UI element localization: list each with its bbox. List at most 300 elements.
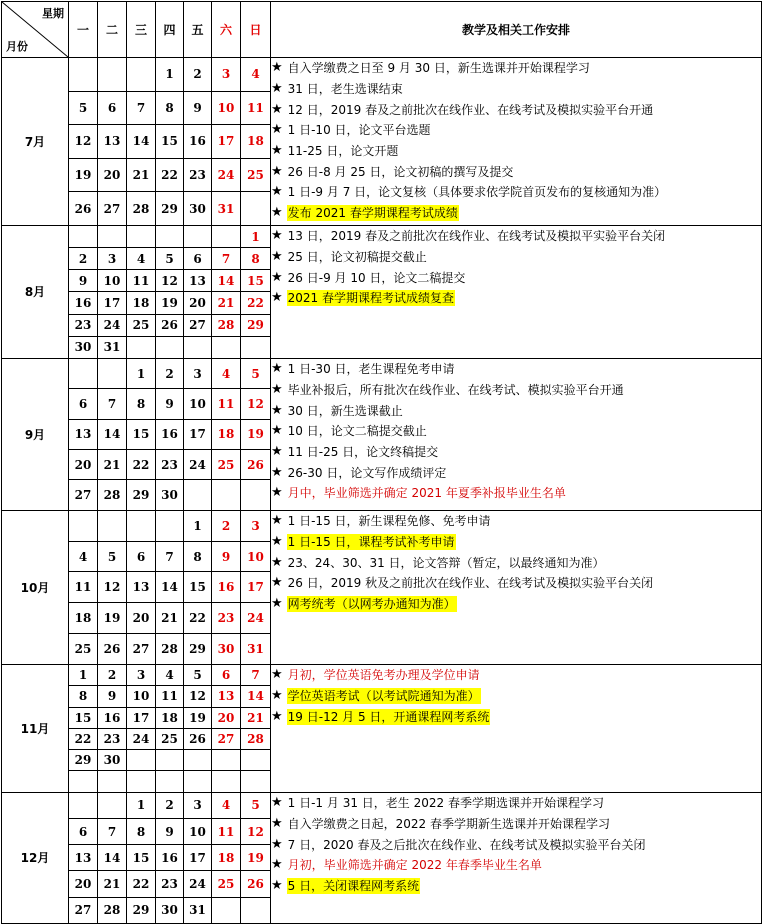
note-item — [271, 442, 761, 463]
day-cell — [212, 771, 241, 792]
day-cell — [184, 750, 212, 771]
day-cell: 4 — [156, 664, 184, 685]
day-cell: 2 — [184, 58, 212, 92]
star-icon: ★ — [271, 184, 283, 200]
day-cell: 18 — [69, 603, 98, 634]
note-item — [271, 359, 761, 380]
star-icon: ★ — [271, 361, 283, 377]
day-cell: 23 — [212, 603, 241, 634]
day-cell: 4 — [212, 358, 241, 388]
day-cell: 18 — [156, 707, 184, 728]
day-cell: 19 — [241, 845, 271, 871]
day-cell — [98, 358, 127, 388]
day-cell: 27 — [69, 897, 98, 923]
note-item — [271, 594, 761, 615]
day-cell: 26 — [241, 450, 271, 480]
day-cell: 28 — [98, 897, 127, 923]
day-cell — [156, 510, 184, 541]
day-cell — [212, 336, 241, 358]
note-item — [271, 814, 761, 835]
day-cell: 8 — [127, 819, 156, 845]
day-cell: 24 — [184, 871, 212, 897]
day-cell: 23 — [98, 728, 127, 749]
note-item — [271, 552, 761, 573]
day-cell: 22 — [241, 292, 271, 314]
week-row — [2, 358, 762, 388]
day-cell: 14 — [156, 572, 184, 603]
day-cell: 6 — [98, 91, 127, 125]
note-text: 30 日，新生选课截止 — [287, 403, 403, 418]
day-cell: 14 — [98, 845, 127, 871]
day-cell: 31 — [98, 336, 127, 358]
day-cell: 9 — [156, 819, 184, 845]
day-cell — [69, 358, 98, 388]
day-cell: 15 — [127, 419, 156, 449]
day-cell: 25 — [212, 450, 241, 480]
note-item — [271, 79, 761, 100]
day-cell: 18 — [241, 125, 271, 159]
day-cell: 2 — [212, 510, 241, 541]
day-cell: 17 — [127, 707, 156, 728]
note-item — [271, 203, 761, 224]
day-cell: 24 — [212, 158, 241, 192]
day-cell — [212, 750, 241, 771]
day-cell: 21 — [212, 292, 241, 314]
note-item — [271, 288, 761, 309]
day-cell: 8 — [184, 541, 212, 572]
star-icon: ★ — [271, 81, 283, 97]
day-cell — [184, 771, 212, 792]
day-cell: 15 — [184, 572, 212, 603]
day-cell: 25 — [241, 158, 271, 192]
star-icon: ★ — [271, 687, 283, 703]
note-text: 自入学缴费之日至 9 月 30 日，新生选课并开始课程学习 — [287, 61, 590, 76]
note-text: 11 日-25 日，论文终稿提交 — [287, 445, 439, 459]
note-item — [271, 511, 761, 532]
day-cell — [184, 336, 212, 358]
day-cell: 18 — [212, 845, 241, 871]
day-cell: 9 — [184, 91, 212, 125]
day-cell: 22 — [69, 728, 98, 749]
day-cell: 20 — [69, 450, 98, 480]
note-item — [271, 161, 761, 182]
day-cell — [98, 792, 127, 818]
day-cell: 15 — [69, 707, 98, 728]
note-text: 学位英语考试（以考试院通知为准） — [287, 688, 480, 703]
note-text: 1 日-15 日，新生课程免修、免考申请 — [287, 514, 491, 529]
day-cell — [127, 58, 156, 92]
star-icon: ★ — [271, 228, 283, 244]
note-text: 26 日-8 月 25 日，论文初稿的撰写及提交 — [287, 164, 514, 179]
day-cell: 28 — [127, 192, 156, 226]
star-icon: ★ — [271, 667, 283, 683]
star-icon: ★ — [271, 595, 283, 611]
day-cell: 10 — [184, 389, 212, 419]
day-cell: 6 — [184, 248, 212, 270]
day-cell: 16 — [69, 292, 98, 314]
day-cell: 16 — [156, 845, 184, 871]
day-cell: 21 — [98, 871, 127, 897]
day-cell: 3 — [212, 58, 241, 92]
star-icon: ★ — [271, 101, 283, 117]
day-cell: 29 — [127, 897, 156, 923]
day-cell — [241, 897, 271, 923]
day-cell: 24 — [127, 728, 156, 749]
note-item — [271, 532, 761, 553]
day-cell: 27 — [184, 314, 212, 336]
day-cell: 1 — [184, 510, 212, 541]
day-cell: 31 — [184, 897, 212, 923]
day-cell: 10 — [212, 91, 241, 125]
day-cell: 7 — [127, 91, 156, 125]
note-item — [271, 706, 761, 727]
day-cell: 30 — [98, 750, 127, 771]
star-icon: ★ — [271, 815, 283, 831]
day-cell: 14 — [212, 270, 241, 292]
day-cell — [241, 192, 271, 226]
day-cell: 30 — [156, 480, 184, 510]
day-cell: 21 — [127, 158, 156, 192]
day-cell: 11 — [127, 270, 156, 292]
day-cell: 16 — [184, 125, 212, 159]
star-icon: ★ — [271, 464, 283, 480]
month-label: 10月 — [2, 510, 69, 664]
day-cell: 31 — [241, 634, 271, 665]
day-cell: 27 — [69, 480, 98, 510]
day-cell: 13 — [98, 125, 127, 159]
month-label: 9月 — [2, 358, 69, 510]
day-cell: 28 — [212, 314, 241, 336]
day-cell: 17 — [98, 292, 127, 314]
day-cell: 8 — [127, 389, 156, 419]
day-cell: 19 — [241, 419, 271, 449]
week-row — [2, 58, 762, 92]
schedule-body — [2, 2, 762, 924]
corner-week-label: 星期 — [42, 7, 64, 20]
day-cell: 23 — [184, 158, 212, 192]
note-text: 毕业补报后，所有批次在线作业、在线考试、模拟实验平台开通 — [287, 382, 624, 397]
day-cell: 27 — [127, 634, 156, 665]
schedule-title: 教学及相关工作安排 — [271, 2, 762, 58]
day-cell — [98, 225, 127, 247]
day-cell: 6 — [212, 664, 241, 685]
day-cell: 29 — [127, 480, 156, 510]
day-cell: 13 — [184, 270, 212, 292]
day-cell: 7 — [98, 389, 127, 419]
day-cell: 27 — [98, 192, 127, 226]
note-text: 23、24、30、31 日，论文答辩（暂定，以最终通知为准） — [287, 555, 605, 570]
day-cell — [127, 750, 156, 771]
note-text: 5 日，关闭课程网考系统 — [287, 878, 420, 893]
note-item — [271, 573, 761, 594]
day-cell: 12 — [184, 686, 212, 707]
day-cell: 20 — [212, 707, 241, 728]
day-cell: 1 — [127, 792, 156, 818]
note-text: 31 日，老生选课结束 — [287, 82, 403, 97]
note-item — [271, 267, 761, 288]
note-text: 26 日，2019 秋及之前批次在线作业、在线考试及模拟实验平台关闭 — [287, 576, 654, 591]
weekday-sun: 日 — [241, 2, 271, 58]
note-text: 自入学缴费之日起，2022 春季学期新生选课并开始课程学习 — [287, 816, 611, 831]
note-text: 月中，毕业筛选并确定 2021 年夏季补报毕业生名单 — [287, 486, 566, 501]
star-icon: ★ — [271, 402, 283, 418]
week-row — [2, 792, 762, 818]
star-icon: ★ — [271, 513, 283, 529]
day-cell — [212, 225, 241, 247]
day-cell: 21 — [156, 603, 184, 634]
day-cell: 3 — [241, 510, 271, 541]
day-cell — [127, 225, 156, 247]
day-cell: 26 — [98, 634, 127, 665]
day-cell: 3 — [184, 792, 212, 818]
day-cell: 12 — [241, 819, 271, 845]
day-cell — [69, 225, 98, 247]
day-cell: 12 — [241, 389, 271, 419]
weekday-sat: 六 — [212, 2, 241, 58]
star-icon: ★ — [271, 163, 283, 179]
day-cell: 7 — [212, 248, 241, 270]
day-cell: 1 — [69, 664, 98, 685]
month-notes — [271, 510, 762, 664]
day-cell: 6 — [69, 389, 98, 419]
week-row — [2, 664, 762, 685]
note-text: 网考统考（以网考办通知为准） — [287, 596, 456, 611]
day-cell: 11 — [69, 572, 98, 603]
day-cell: 27 — [212, 728, 241, 749]
day-cell — [98, 58, 127, 92]
day-cell: 26 — [156, 314, 184, 336]
note-text: 26 日-9 月 10 日，论文二稿提交 — [287, 270, 466, 285]
day-cell — [69, 510, 98, 541]
star-icon: ★ — [271, 554, 283, 570]
day-cell: 13 — [127, 572, 156, 603]
day-cell — [156, 750, 184, 771]
month-label: 8月 — [2, 225, 69, 358]
day-cell: 4 — [69, 541, 98, 572]
day-cell — [212, 480, 241, 510]
star-icon: ★ — [271, 290, 283, 306]
month-notes — [271, 225, 762, 358]
note-text: 发布 2021 春学期课程考试成绩 — [287, 206, 458, 221]
day-cell — [98, 771, 127, 792]
note-item — [271, 380, 761, 401]
day-cell: 4 — [241, 58, 271, 92]
day-cell: 17 — [184, 419, 212, 449]
day-cell: 8 — [156, 91, 184, 125]
day-cell: 3 — [98, 248, 127, 270]
star-icon: ★ — [271, 60, 283, 76]
day-cell — [156, 771, 184, 792]
day-cell: 11 — [241, 91, 271, 125]
star-icon: ★ — [271, 249, 283, 264]
day-cell: 12 — [156, 270, 184, 292]
note-item — [271, 421, 761, 442]
note-text: 月初，毕业筛选并确定 2022 年春季毕业生名单 — [287, 858, 542, 873]
day-cell: 26 — [69, 192, 98, 226]
day-cell: 25 — [156, 728, 184, 749]
day-cell: 5 — [98, 541, 127, 572]
note-item — [271, 99, 761, 120]
note-item — [271, 462, 761, 483]
day-cell: 12 — [98, 572, 127, 603]
day-cell: 20 — [69, 871, 98, 897]
day-cell: 5 — [241, 358, 271, 388]
corner-month-label: 月份 — [6, 40, 28, 53]
star-icon: ★ — [271, 857, 283, 873]
note-item — [271, 483, 761, 504]
note-text: 1 日-10 日，论文平台选题 — [287, 123, 431, 138]
month-notes — [271, 792, 762, 923]
note-text: 1 日-1 月 31 日，老生 2022 春季学期选课并开始课程学习 — [287, 796, 604, 811]
day-cell: 6 — [69, 819, 98, 845]
note-item — [271, 58, 761, 79]
day-cell — [127, 510, 156, 541]
day-cell: 2 — [156, 358, 184, 388]
star-icon: ★ — [271, 269, 283, 285]
day-cell: 5 — [69, 91, 98, 125]
day-cell: 9 — [212, 541, 241, 572]
day-cell: 22 — [127, 450, 156, 480]
day-cell: 20 — [184, 292, 212, 314]
day-cell: 23 — [156, 871, 184, 897]
day-cell: 15 — [127, 845, 156, 871]
day-cell: 17 — [212, 125, 241, 159]
day-cell — [156, 225, 184, 247]
star-icon: ★ — [271, 423, 283, 439]
day-cell: 16 — [156, 419, 184, 449]
note-item — [271, 793, 761, 814]
day-cell: 25 — [127, 314, 156, 336]
month-notes — [271, 664, 762, 792]
week-row — [2, 225, 762, 247]
day-cell — [69, 771, 98, 792]
day-cell: 17 — [241, 572, 271, 603]
star-icon: ★ — [271, 795, 283, 811]
note-item — [271, 400, 761, 421]
day-cell: 2 — [69, 248, 98, 270]
star-icon: ★ — [271, 575, 283, 591]
day-cell — [212, 897, 241, 923]
day-cell — [241, 750, 271, 771]
weekday-mon: 一 — [69, 2, 98, 58]
star-icon: ★ — [271, 381, 283, 397]
note-text: 1 日-9 月 7 日，论文复核（具体要求依学院首页发布的复核通知为准） — [287, 185, 667, 200]
day-cell: 19 — [156, 292, 184, 314]
day-cell — [184, 480, 212, 510]
day-cell: 15 — [241, 270, 271, 292]
day-cell: 1 — [127, 358, 156, 388]
note-item — [271, 226, 761, 247]
note-text: 25 日，论文初稿提交截止 — [287, 250, 427, 264]
day-cell: 7 — [98, 819, 127, 845]
day-cell: 20 — [127, 603, 156, 634]
day-cell: 11 — [212, 819, 241, 845]
note-text: 12 日，2019 春及之前批次在线作业、在线考试及模拟实验平台开通 — [287, 102, 654, 117]
day-cell: 4 — [127, 248, 156, 270]
day-cell: 30 — [69, 336, 98, 358]
day-cell: 11 — [212, 389, 241, 419]
day-cell: 30 — [156, 897, 184, 923]
day-cell: 31 — [212, 192, 241, 226]
day-cell: 19 — [98, 603, 127, 634]
day-cell: 18 — [127, 292, 156, 314]
day-cell: 20 — [98, 158, 127, 192]
note-item — [271, 686, 761, 707]
day-cell — [241, 771, 271, 792]
note-text: 7 日，2020 春及之后批次在线作业、在线考试及模拟实验平台关闭 — [287, 837, 646, 852]
day-cell: 19 — [69, 158, 98, 192]
day-cell: 1 — [241, 225, 271, 247]
day-cell: 21 — [241, 707, 271, 728]
month-notes — [271, 58, 762, 226]
note-text: 2021 春学期课程考试成绩复查 — [287, 291, 455, 306]
day-cell: 29 — [184, 634, 212, 665]
day-cell: 9 — [98, 686, 127, 707]
day-cell: 7 — [156, 541, 184, 572]
day-cell: 3 — [127, 664, 156, 685]
day-cell: 13 — [69, 845, 98, 871]
day-cell: 22 — [127, 871, 156, 897]
day-cell: 14 — [241, 686, 271, 707]
star-icon: ★ — [271, 205, 283, 221]
star-icon: ★ — [271, 122, 283, 138]
note-text: 1 日-15 日，课程考试补考申请 — [287, 534, 455, 549]
day-cell: 29 — [69, 750, 98, 771]
day-cell: 26 — [241, 871, 271, 897]
day-cell: 25 — [212, 871, 241, 897]
day-cell: 28 — [98, 480, 127, 510]
star-icon: ★ — [271, 836, 283, 852]
day-cell: 10 — [241, 541, 271, 572]
day-cell: 15 — [156, 125, 184, 159]
note-text: 月初，学位英语免考办理及学位申请 — [287, 668, 480, 683]
month-label: 11月 — [2, 664, 69, 792]
day-cell: 10 — [98, 270, 127, 292]
star-icon: ★ — [271, 533, 283, 549]
star-icon: ★ — [271, 877, 283, 893]
day-cell: 30 — [184, 192, 212, 226]
day-cell: 22 — [184, 603, 212, 634]
day-cell — [241, 336, 271, 358]
day-cell: 24 — [241, 603, 271, 634]
day-cell: 8 — [241, 248, 271, 270]
day-cell: 17 — [184, 845, 212, 871]
day-cell: 13 — [69, 419, 98, 449]
day-cell: 8 — [69, 686, 98, 707]
day-cell: 24 — [98, 314, 127, 336]
schedule-table — [1, 1, 762, 924]
day-cell: 1 — [156, 58, 184, 92]
day-cell: 16 — [212, 572, 241, 603]
day-cell: 4 — [212, 792, 241, 818]
day-cell: 19 — [184, 707, 212, 728]
day-cell: 10 — [184, 819, 212, 845]
day-cell — [241, 480, 271, 510]
note-text: 26-30 日，论文写作成绩评定 — [287, 465, 447, 480]
note-text: 1 日-30 日，老生课程免考申请 — [287, 362, 455, 377]
day-cell: 18 — [212, 419, 241, 449]
day-cell: 5 — [241, 792, 271, 818]
weekday-fri: 五 — [184, 2, 212, 58]
day-cell: 9 — [156, 389, 184, 419]
day-cell — [69, 792, 98, 818]
note-item — [271, 120, 761, 141]
day-cell — [69, 58, 98, 92]
note-item — [271, 247, 761, 268]
day-cell: 9 — [69, 270, 98, 292]
day-cell: 12 — [69, 125, 98, 159]
day-cell: 5 — [156, 248, 184, 270]
